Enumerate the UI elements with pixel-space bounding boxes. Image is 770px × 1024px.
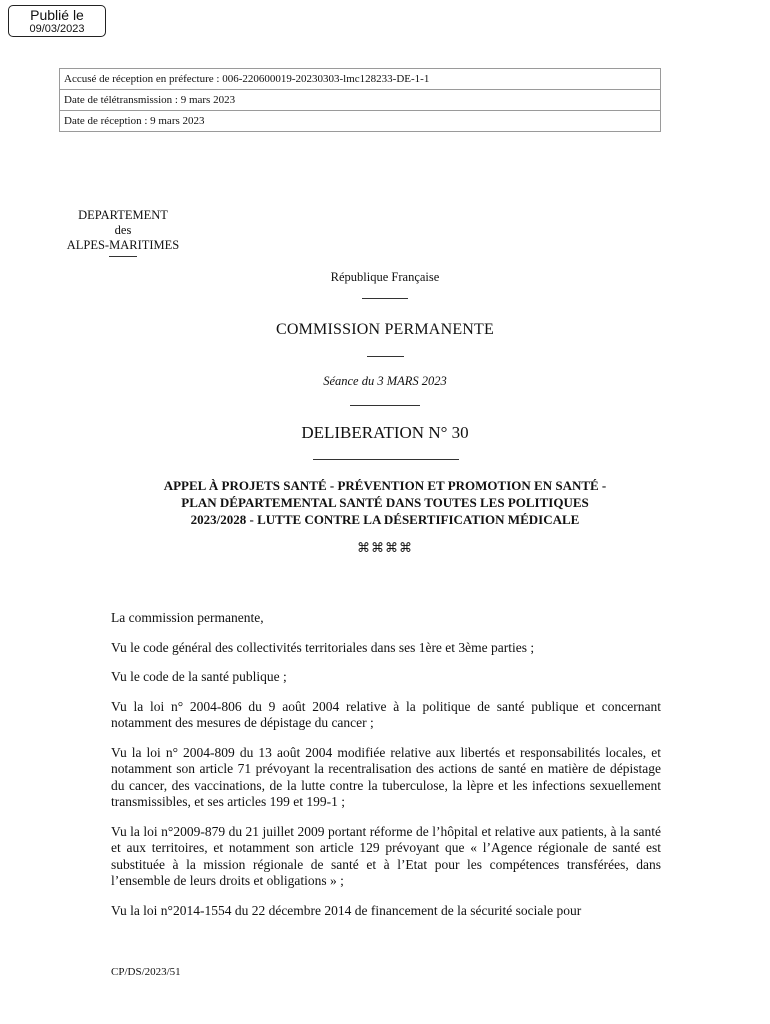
ornament: ⌘⌘⌘⌘ xyxy=(357,541,413,556)
republic-heading: République Française xyxy=(330,270,440,284)
department-connector: des xyxy=(114,223,132,237)
paragraph: Vu la loi n°2009-879 du 21 juillet 2009 portant réforme de l’hôpital et relative aux patients, à la santé et aux territoires, et notamment son article 129 prévoyant que « l’Agence régionale de santé est substituée à la mission régionale de santé et à l’Etat pour les compétences transférées, dans l’ensemble de leurs droits et obligations » ; xyxy=(111,823,661,888)
title-line: PLAN DÉPARTEMENTAL SANTÉ DANS TOUTES LES POLITIQUES xyxy=(181,495,589,510)
deliberation-title xyxy=(0,477,770,528)
receipt-reception-date: Date de réception : 9 mars 2023 xyxy=(60,111,661,132)
receipt-transmission-date: Date de télétransmission : 9 mars 2023 xyxy=(60,90,661,111)
paragraph: Vu le code général des collectivités territoriales dans ses 1ère et 3ème parties ; xyxy=(111,639,535,655)
divider xyxy=(313,459,459,460)
title-line: APPEL À PROJETS SANTÉ - PRÉVENTION ET PROMOTION EN SANTÉ - xyxy=(163,478,607,493)
paragraph: Vu la loi n° 2004-806 du 9 août 2004 relative à la politique de santé publique et concernant notamment des mesures de dépistage du cancer ; xyxy=(111,698,661,730)
stamp-date: 09/03/2023 xyxy=(29,23,85,35)
divider xyxy=(362,298,408,299)
table-row xyxy=(60,111,661,132)
title-line: 2023/2028 - LUTTE CONTRE LA DÉSERTIFICATION MÉDICALE xyxy=(190,512,580,527)
department-name: ALPES-MARITIMES xyxy=(66,238,180,252)
department-header xyxy=(60,208,186,257)
session-date: Séance du 3 MARS 2023 xyxy=(323,374,447,388)
table-row xyxy=(60,90,661,111)
divider xyxy=(367,356,404,357)
receipt-table xyxy=(59,68,661,132)
stamp-label: Publié le xyxy=(30,7,84,23)
paragraph: Vu la loi n°2014-1554 du 22 décembre 2014 de financement de la sécurité sociale pour xyxy=(111,902,582,918)
paragraph: La commission permanente, xyxy=(111,610,264,625)
paragraph: Vu la loi n° 2004-809 du 13 août 2004 modifiée relative aux libertés et responsabilités locales, et notamment son article 71 prévoyant la recentralisation des actions de santé en matière de dépistage du cancer, des vaccinations, de la lutte contre la tuberculose, la lèpre et les infections sexuellement transmissibles, et ses articles 199 et 199-1 ; xyxy=(111,744,661,809)
receipt-acknowledgement: Accusé de réception en préfecture : 006-220600019-20230303-lmc128233-DE-1-1 xyxy=(60,69,661,90)
paragraph: Vu le code de la santé publique ; xyxy=(111,669,287,684)
divider xyxy=(109,256,137,257)
publication-stamp xyxy=(8,5,106,37)
table-row xyxy=(60,69,661,90)
deliberation-body xyxy=(111,610,661,932)
divider xyxy=(350,405,420,406)
deliberation-number: DELIBERATION N° 30 xyxy=(301,423,469,442)
document-reference: CP/DS/2023/51 xyxy=(111,966,181,978)
department-label: DEPARTEMENT xyxy=(78,208,168,222)
commission-heading: COMMISSION PERMANENTE xyxy=(276,321,494,338)
